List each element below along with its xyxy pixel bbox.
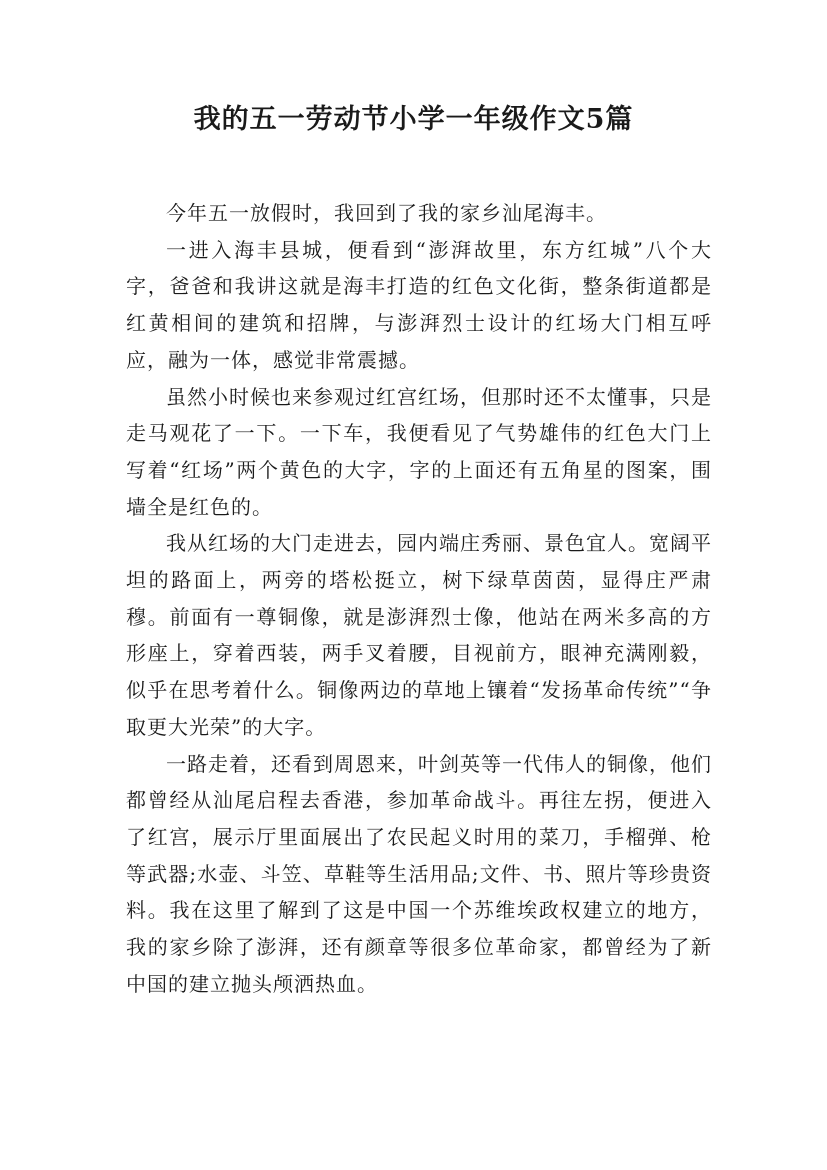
document-body: [126, 195, 712, 1002]
paragraph-4: 我从红场的大门走进去，园内端庄秀丽、景色宜人。宽阔平坦的路面上，两旁的塔松挺立，树下绿草茵茵，显得庄严肃穆。前面有一尊铜像，就是澎湃烈士像，他站在两米多高的方形座上，穿着西装，两手叉着腰，目视前方，眼神充满刚毅，似乎在思考着什么。铜像两边的草地上镶着“发扬革命传统”“争取更大光荣”的大字。: [126, 531, 712, 739]
paragraph-1: 今年五一放假时，我回到了我的家乡汕尾海丰。: [166, 201, 607, 225]
paragraph-2: 一进入海丰县城，便看到“澎湃故里，东方红城”八个大字，爸爸和我讲这就是海丰打造的红色文化街，整条街道都是红黄相间的建筑和招牌，与澎湃烈士设计的红场大门相互呼应，融为一体，感觉非常震撼。: [126, 237, 712, 372]
paragraph-5: 一路走着，还看到周恩来，叶剑英等一代伟人的铜像，他们都曾经从汕尾启程去香港，参加革命战斗。再往左拐，便进入了红宫，展示厅里面展出了农民起义时用的菜刀，手榴弹、枪等武器;水壶、斗笠、草鞋等生活用品;文件、书、照片等珍贵资料。我在这里了解到了这是中国一个苏维埃政权建立的地方，我的家乡除了澎湃，还有颜章等很多位革命家，都曾经为了新中国的建立抛头颅洒热血。: [126, 751, 712, 996]
paragraph-3: 虽然小时候也来参观过红宫红场，但那时还不太懂事，只是走马观花了一下。一下车，我便看见了气势雄伟的红色大门上写着“红场”两个黄色的大字，字的上面还有五角星的图案，围墙全是红色的。: [126, 384, 712, 519]
document-title: 我的五一劳动节小学一年级作文5篇: [193, 104, 634, 135]
